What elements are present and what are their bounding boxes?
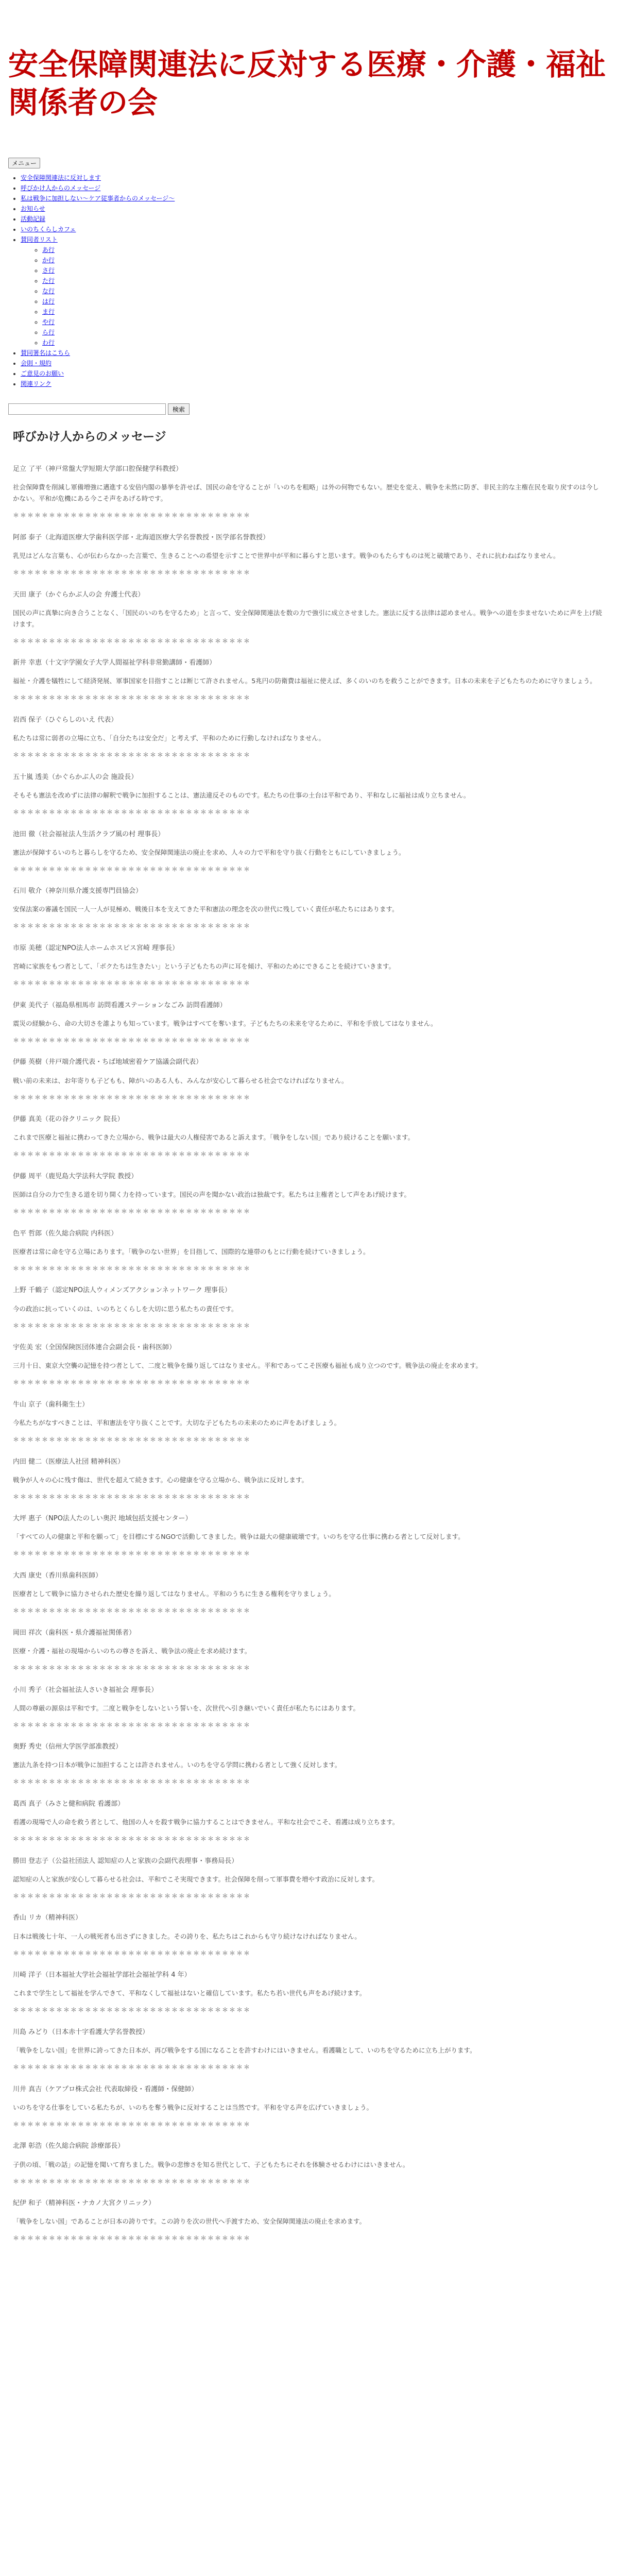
message-separator: ＊＊＊＊＊＊＊＊＊＊＊＊＊＊＊＊＊＊＊＊＊＊＊＊＊＊＊＊＊＊＊＊＊	[13, 1892, 251, 1900]
message-block	[13, 1913, 605, 1958]
main-nav	[0, 173, 618, 389]
message-block	[13, 2027, 605, 2072]
message-author: 紀伊 和子（精神科医・ナカノ大宮クリニック）	[13, 2199, 156, 2208]
message-body: 医療者として戦争に協力させられた歴史を繰り返してはなりません。平和のうちに生きる権利を守りましょう。	[13, 1590, 335, 1598]
message-author: 勝田 登志子（公益社団法人 認知症の人と家族の会副代表理事・事務局長）	[13, 1857, 238, 1865]
message-block	[13, 2141, 605, 2186]
nav-item	[21, 234, 618, 348]
message-author: 池田 徹（社会福祉法人生活クラブ風の村 理事長）	[13, 830, 165, 838]
nav-item	[21, 358, 618, 368]
message-block	[13, 2084, 605, 2129]
message-author: 石川 敬介（神奈川県介護支援専門員協会）	[13, 887, 143, 895]
message-block	[13, 1685, 605, 1730]
message-author: 色平 哲郎（佐久総合病院 内科医）	[13, 1229, 118, 1238]
nav-link-cafe[interactable]: いのちくらしカフェ	[21, 226, 76, 233]
message-body: これまで学生として福祉を学んできて、平和なくして福祉はないと確信しています。私たち若い世代も声をあげ続けます。	[13, 1989, 366, 1997]
message-block	[13, 1514, 605, 1558]
message-block	[13, 1742, 605, 1787]
message-author: 足立 了平（神戸常盤大学短期大学部口腔保健学科教授）	[13, 465, 183, 473]
message-body: 子供の頃、「戦の話」の記憶を聞いて育ちました。戦争の悲惨さを知る世代として、子どもたちにそれを体験させるわけにはいきません。	[13, 2160, 409, 2168]
message-author: 北澤 彰浩（佐久総合病院 診療部長）	[13, 2142, 125, 2150]
message-separator: ＊＊＊＊＊＊＊＊＊＊＊＊＊＊＊＊＊＊＊＊＊＊＊＊＊＊＊＊＊＊＊＊＊	[13, 637, 251, 645]
message-separator: ＊＊＊＊＊＊＊＊＊＊＊＊＊＊＊＊＊＊＊＊＊＊＊＊＊＊＊＊＊＊＊＊＊	[13, 979, 251, 987]
message-body: これまで医療と福祉に携わってきた立場から、戦争は最大の人権侵害であると訴えます。「戦争をしない国」であり続けることを願います。	[13, 1133, 415, 1142]
message-body: 乳児はどんな言葉も、心が伝わらなかった言葉で、生きることへの希望を示すことで世界中が平和に暮らすと思います。戦争のもたらすものは死と破壊であり、それに抗わねばなりません。	[13, 551, 560, 560]
message-block	[13, 886, 605, 931]
message-body: 福祉・介護を犠牲にして経済発展、軍事国家を目指すことは断じて許されません。5兆円の防衛費は福祉に使えば、多くのいのちを救うことができます。日本の未来を子どもたちのために守りましょう。	[13, 677, 596, 685]
nav-subitem	[42, 265, 618, 276]
message-block	[13, 1172, 605, 1216]
message-body: いのちを守る仕事をしている私たちが、いのちを奪う戦争に反対することは当然です。平和を守る声を広げていきましょう。	[13, 2103, 373, 2111]
nav-sublink-ma[interactable]: ま行	[42, 308, 55, 316]
nav-item	[21, 348, 618, 358]
message-separator: ＊＊＊＊＊＊＊＊＊＊＊＊＊＊＊＊＊＊＊＊＊＊＊＊＊＊＊＊＊＊＊＊＊	[13, 808, 251, 816]
nav-sublink-na[interactable]: な行	[42, 287, 55, 295]
search-button[interactable]: 検索	[168, 403, 190, 415]
message-block	[13, 1285, 605, 1330]
message-author: 上野 千鶴子（認定NPO法人ウィメンズアクションネットワーク 理事長）	[13, 1286, 231, 1295]
message-separator: ＊＊＊＊＊＊＊＊＊＊＊＊＊＊＊＊＊＊＊＊＊＊＊＊＊＊＊＊＊＊＊＊＊	[13, 1550, 251, 1557]
site-header	[0, 0, 618, 122]
message-body: 医師は自分の力で生きる道を切り開く力を持っています。国民の声を聞かない政治は独裁です。私たちは主権者として声をあげ続けます。	[13, 1191, 411, 1199]
message-body: 憲法が保障するいのちと暮らしを守るため、安全保障関連法の廃止を求め、人々の力で平和を守り抜く行動をともにしていきましょう。	[13, 848, 405, 856]
message-separator: ＊＊＊＊＊＊＊＊＊＊＊＊＊＊＊＊＊＊＊＊＊＊＊＊＊＊＊＊＊＊＊＊＊	[13, 512, 251, 519]
message-body: 安保法案の審議を国民一人一人が見極め、戦後日本を支えてきた平和憲法の理念を次の世代に残していく責任が私たちにはあります。	[13, 905, 399, 913]
message-block	[13, 943, 605, 988]
nav-sublink-sa[interactable]: さ行	[42, 267, 55, 275]
message-author: 阿部 泰子（北海道医療大学歯科医学部・北海道医療大学名誉教授・医学部名誉教授）	[13, 533, 270, 541]
nav-link-sign[interactable]: 賛同署名はこちら	[21, 349, 71, 357]
nav-subitem	[42, 337, 618, 348]
message-separator: ＊＊＊＊＊＊＊＊＊＊＊＊＊＊＊＊＊＊＊＊＊＊＊＊＊＊＊＊＊＊＊＊＊	[13, 1778, 251, 1786]
page-title: 呼びかけ人からのメッセージ	[13, 430, 166, 444]
message-author: 小川 秀子（社会福祉法人さいき福祉会 理事長）	[13, 1686, 158, 1694]
message-author: 市原 美穂（認定NPO法人ホームホスピス宮崎 理事長）	[13, 944, 179, 952]
message-body: 医療・介護・福祉の現場からいのちの尊さを訴え、戦争法の廃止を求め続けます。	[13, 1647, 251, 1655]
message-author: 大西 康史（香川県歯科医師）	[13, 1572, 102, 1580]
message-body: 医療者は常に命を守る立場にあります。「戦争のない世界」を目指して、国際的な連帯のもとに行動を続けていきましょう。	[13, 1247, 370, 1256]
nav-subitem	[42, 286, 618, 296]
message-block	[13, 590, 605, 646]
nav-subitem	[42, 317, 618, 327]
message-author: 伊藤 周平（鹿児島大学法科大学院 教授）	[13, 1172, 138, 1180]
message-author: 内田 健二（医療法人社団 精神科医）	[13, 1458, 125, 1466]
nav-sublink-ha[interactable]: は行	[42, 298, 55, 306]
nav-subitem	[42, 255, 618, 265]
message-separator: ＊＊＊＊＊＊＊＊＊＊＊＊＊＊＊＊＊＊＊＊＊＊＊＊＊＊＊＊＊＊＊＊＊	[13, 1208, 251, 1215]
message-body: 「戦争をしない国」であることが日本の誇りです。この誇りを次の世代へ手渡すため、安全保障関連法の廃止を求めます。	[13, 2217, 366, 2226]
nav-link-care-messages[interactable]: 私は戦争に加担しない～ケア従事者からのメッセージ～	[21, 195, 175, 202]
message-block	[13, 1856, 605, 1901]
message-separator: ＊＊＊＊＊＊＊＊＊＊＊＊＊＊＊＊＊＊＊＊＊＊＊＊＊＊＊＊＊＊＊＊＊	[13, 1436, 251, 1443]
message-author: 大坪 惠子（NPO法人たのしい奥沢 地域包括支援センター）	[13, 1515, 192, 1523]
message-separator: ＊＊＊＊＊＊＊＊＊＊＊＊＊＊＊＊＊＊＊＊＊＊＊＊＊＊＊＊＊＊＊＊＊	[13, 1493, 251, 1500]
nav-sublink-ra[interactable]: ら行	[42, 329, 55, 336]
message-block	[13, 1114, 605, 1159]
main-content	[0, 415, 618, 2243]
nav-item	[21, 183, 618, 193]
nav-sublink-a[interactable]: あ行	[42, 246, 55, 254]
nav-item	[21, 173, 618, 183]
message-block	[13, 1799, 605, 1844]
site-title[interactable]: 安全保障関連法に反対する医療・介護・福祉関係者の会	[8, 47, 606, 121]
message-separator: ＊＊＊＊＊＊＊＊＊＊＊＊＊＊＊＊＊＊＊＊＊＊＊＊＊＊＊＊＊＊＊＊＊	[13, 1036, 251, 1044]
message-author: 天田 康子（かぐらかぶ人の会 弁護士代表）	[13, 590, 145, 599]
nav-link-links[interactable]: 関連リンク	[21, 380, 52, 388]
message-separator: ＊＊＊＊＊＊＊＊＊＊＊＊＊＊＊＊＊＊＊＊＊＊＊＊＊＊＊＊＊＊＊＊＊	[13, 2234, 251, 2242]
message-block	[13, 1400, 605, 1445]
message-author: 牛山 京子（歯科衛生士）	[13, 1400, 89, 1409]
message-block	[13, 2198, 605, 2243]
message-body: 「戦争をしない国」を世界に誇ってきた日本が、再び戦争をする国になることを許すわけにはいきません。看護職として、いのちを守るために立ち上がります。	[13, 2046, 476, 2055]
message-body: 戦争が人々の心に残す傷は、世代を超えて続きます。心の健康を守る立場から、戦争法に反対します。	[13, 1476, 308, 1484]
message-body: 日本は戦後七十年、一人の戦死者も出さずにきました。その誇りを、私たちはこれからも守り続けなければなりません。	[13, 1932, 361, 1940]
message-block	[13, 1970, 605, 2015]
message-separator: ＊＊＊＊＊＊＊＊＊＊＊＊＊＊＊＊＊＊＊＊＊＊＊＊＊＊＊＊＊＊＊＊＊	[13, 568, 251, 576]
message-body: 私たちは常に弱者の立場に立ち、「自分たちは安全だ」と考えず、平和のために行動しなければなりません。	[13, 734, 325, 742]
message-body: 宮崎に家族をもつ者として、「ボクたちは生きたい」という子どもたちの声に耳を傾け、平和のためにできることを続けていきます。	[13, 962, 396, 971]
message-separator: ＊＊＊＊＊＊＊＊＊＊＊＊＊＊＊＊＊＊＊＊＊＊＊＊＊＊＊＊＊＊＊＊＊	[13, 2177, 251, 2185]
nav-item	[21, 193, 618, 204]
message-separator: ＊＊＊＊＊＊＊＊＊＊＊＊＊＊＊＊＊＊＊＊＊＊＊＊＊＊＊＊＊＊＊＊＊	[13, 1150, 251, 1158]
message-author: 宇佐美 宏（全国保険医団体連合会副会長・歯科医師）	[13, 1344, 176, 1352]
menu-toggle-button[interactable]: メニュー	[8, 158, 40, 168]
message-body: 戦い前の未来は、お年寄りも子どもも、障がいのある人も、みんなが安心して暮らせる社会でなければなりません。	[13, 1076, 348, 1084]
message-author: 川島 みどり（日本赤十字看護大学名誉教授）	[13, 2028, 149, 2036]
nav-subitem	[42, 296, 618, 307]
message-body: 看護の現場で人の命を救う者として、他国の人々を殺す戦争に協力することはできません。平和な社会でこそ、看護は成り立ちます。	[13, 1818, 399, 1826]
message-block	[13, 464, 605, 520]
search-input[interactable]	[8, 403, 166, 415]
message-block	[13, 658, 605, 703]
message-block	[13, 772, 605, 817]
nav-item	[21, 224, 618, 234]
nav-sublink-ka[interactable]: か行	[42, 257, 55, 264]
message-author: 岩西 保子（ひぐらしのいえ 代表）	[13, 716, 118, 724]
nav-sublink-ta[interactable]: た行	[42, 277, 55, 285]
message-block	[13, 1229, 605, 1274]
message-separator: ＊＊＊＊＊＊＊＊＊＊＊＊＊＊＊＊＊＊＊＊＊＊＊＊＊＊＊＊＊＊＊＊＊	[13, 2120, 251, 2128]
message-separator: ＊＊＊＊＊＊＊＊＊＊＊＊＊＊＊＊＊＊＊＊＊＊＊＊＊＊＊＊＊＊＊＊＊	[13, 1093, 251, 1101]
message-author: 伊藤 英樹（井戸端介護代表・ちば地域密着ケア協議会副代表）	[13, 1058, 203, 1066]
message-block	[13, 829, 605, 874]
message-block	[13, 1001, 605, 1045]
message-body: 憲法九条を持つ日本が戦争に加担することは許されません。いのちを守る学問に携わる者として強く反対します。	[13, 1761, 341, 1769]
message-author: 伊藤 真美（花の谷クリニック 院長）	[13, 1115, 124, 1124]
nav-subitem	[42, 327, 618, 337]
message-separator: ＊＊＊＊＊＊＊＊＊＊＊＊＊＊＊＊＊＊＊＊＊＊＊＊＊＊＊＊＊＊＊＊＊	[13, 2063, 251, 2071]
message-block	[13, 715, 605, 760]
message-separator: ＊＊＊＊＊＊＊＊＊＊＊＊＊＊＊＊＊＊＊＊＊＊＊＊＊＊＊＊＊＊＊＊＊	[13, 1607, 251, 1615]
message-separator: ＊＊＊＊＊＊＊＊＊＊＊＊＊＊＊＊＊＊＊＊＊＊＊＊＊＊＊＊＊＊＊＊＊	[13, 751, 251, 759]
message-body: 今の政治に抗っていくのは、いのちとくらしを大切に思う私たちの責任です。	[13, 1304, 238, 1313]
message-block	[13, 1057, 605, 1102]
message-author: 新井 幸恵（十文字学園女子大学人間福祉学科非常勤講師・看護師）	[13, 659, 216, 667]
message-body: そもそも憲法を改めずに法律の解釈で戦争に加担することは、憲法違反そのものです。私たちの仕事の土台は平和であり、平和なしに福祉は成り立ちません。	[13, 791, 470, 799]
message-separator: ＊＊＊＊＊＊＊＊＊＊＊＊＊＊＊＊＊＊＊＊＊＊＊＊＊＊＊＊＊＊＊＊＊	[13, 1264, 251, 1272]
search-form	[8, 403, 618, 415]
message-author: 川崎 洋子（日本福祉大学社会福祉学部社会福祉学科 4 年）	[13, 1971, 191, 1979]
message-list	[13, 464, 605, 2243]
nav-item	[21, 214, 618, 224]
message-body: 社会保障費を削減し軍備増強に邁進する安倍内閣の暴挙を許せば、国民の命を守ることが「いのちを粗略」は外の何物でもない。歴史を変え、戦争を未然に防ぎ、非民主的な主権在民を取り戻すのは今しかない。平和が危機にある今こそ声をあげる時です。	[13, 483, 599, 503]
message-author: 葛西 真子（みさと健和病院 看護部）	[13, 1800, 125, 1808]
nav-link-supporters[interactable]: 賛同者リスト	[21, 236, 58, 244]
message-body: 人間の尊厳の源泉は平和です。二度と戦争をしないという誓いを、次世代へ引き継いでいく責任が私たちにはあります。	[13, 1704, 360, 1712]
message-separator: ＊＊＊＊＊＊＊＊＊＊＊＊＊＊＊＊＊＊＊＊＊＊＊＊＊＊＊＊＊＊＊＊＊	[13, 1664, 251, 1671]
message-separator: ＊＊＊＊＊＊＊＊＊＊＊＊＊＊＊＊＊＊＊＊＊＊＊＊＊＊＊＊＊＊＊＊＊	[13, 2006, 251, 2014]
nav-link-opposition[interactable]: 安全保障関連法に反対します	[21, 174, 101, 182]
message-separator: ＊＊＊＊＊＊＊＊＊＊＊＊＊＊＊＊＊＊＊＊＊＊＊＊＊＊＊＊＊＊＊＊＊	[13, 1721, 251, 1728]
message-author: 岡田 祥次（歯科医・県介護福祉関係者）	[13, 1629, 136, 1637]
nav-sublink-ya[interactable]: や行	[42, 318, 55, 326]
message-separator: ＊＊＊＊＊＊＊＊＊＊＊＊＊＊＊＊＊＊＊＊＊＊＊＊＊＊＊＊＊＊＊＊＊	[13, 1379, 251, 1386]
message-body: 国民の声に真摯に向き合うことなく、「国民のいのちを守るため」と言って、安全保障関連法を数の力で強引に成立させました。憲法に反する法律は認めません。戦争への道を歩ませないために声を上げ続けます。	[13, 608, 603, 628]
message-author: 川井 真吉（ケアプロ株式会社 代表取締役・看護師・保健師）	[13, 2085, 198, 2093]
nav-sublist	[21, 245, 618, 348]
message-separator: ＊＊＊＊＊＊＊＊＊＊＊＊＊＊＊＊＊＊＊＊＊＊＊＊＊＊＊＊＊＊＊＊＊	[13, 1835, 251, 1843]
message-author: 伊東 美代子（福島県相馬市 訪問看護ステーションなごみ 訪問看護師）	[13, 1001, 227, 1009]
message-separator: ＊＊＊＊＊＊＊＊＊＊＊＊＊＊＊＊＊＊＊＊＊＊＊＊＊＊＊＊＊＊＊＊＊	[13, 922, 251, 930]
message-separator: ＊＊＊＊＊＊＊＊＊＊＊＊＊＊＊＊＊＊＊＊＊＊＊＊＊＊＊＊＊＊＊＊＊	[13, 865, 251, 873]
nav-link-feedback[interactable]: ご意見のお願い	[21, 370, 64, 378]
message-block	[13, 1571, 605, 1616]
nav-subitem	[42, 276, 618, 286]
message-separator: ＊＊＊＊＊＊＊＊＊＊＊＊＊＊＊＊＊＊＊＊＊＊＊＊＊＊＊＊＊＊＊＊＊	[13, 694, 251, 702]
nav-link-news[interactable]: お知らせ	[21, 205, 45, 213]
message-separator: ＊＊＊＊＊＊＊＊＊＊＊＊＊＊＊＊＊＊＊＊＊＊＊＊＊＊＊＊＊＊＊＊＊	[13, 1949, 251, 1957]
message-body: 認知症の人と家族が安心して暮らせる社会は、平和でこそ実現できます。社会保障を削って軍事費を増やす政治に反対します。	[13, 1875, 379, 1883]
message-body: 震災の経験から、命の大切さを誰よりも知っています。戦争はすべてを奪います。子どもたちの未来を守るために、平和を手放してはなりません。	[13, 1019, 437, 1027]
message-author: 奥野 秀史（信州大学医学部准教授）	[13, 1743, 123, 1751]
nav-link-messages[interactable]: 呼びかけ人からのメッセージ	[21, 184, 101, 192]
message-separator: ＊＊＊＊＊＊＊＊＊＊＊＊＊＊＊＊＊＊＊＊＊＊＊＊＊＊＊＊＊＊＊＊＊	[13, 1321, 251, 1329]
message-author: 香山 リカ（精神科医）	[13, 1914, 82, 1922]
nav-subitem	[42, 245, 618, 255]
nav-link-activities[interactable]: 活動記録	[21, 215, 46, 223]
nav-item	[21, 379, 618, 389]
message-author: 五十嵐 透美（かぐらかぶ人の会 施設長）	[13, 773, 138, 781]
nav-list	[0, 173, 618, 389]
message-body: 今私たちがなすべきことは、平和憲法を守り抜くことです。大切な子どもたちの未来のために声をあげましょう。	[13, 1419, 341, 1427]
nav-link-rules[interactable]: 会則・規約	[21, 360, 52, 367]
nav-subitem	[42, 307, 618, 317]
message-body: 三月十日、東京大空襲の記憶を持つ者として、二度と戦争を繰り返してはなりません。平和であってこそ医療も福祉も成り立つのです。戦争法の廃止を求めます。	[13, 1362, 482, 1370]
message-body: 「すべての人の健康と平和を願って」を目標にするNGOで活動してきました。戦争は最大の健康破壊です。いのちを守る仕事に携わる者として反対します。	[13, 1533, 465, 1541]
nav-sublink-wa[interactable]: わ行	[42, 339, 55, 347]
nav-item	[21, 204, 618, 214]
message-block	[13, 533, 605, 578]
message-block	[13, 1457, 605, 1502]
nav-item	[21, 368, 618, 379]
message-block	[13, 1343, 605, 1387]
message-block	[13, 1628, 605, 1673]
